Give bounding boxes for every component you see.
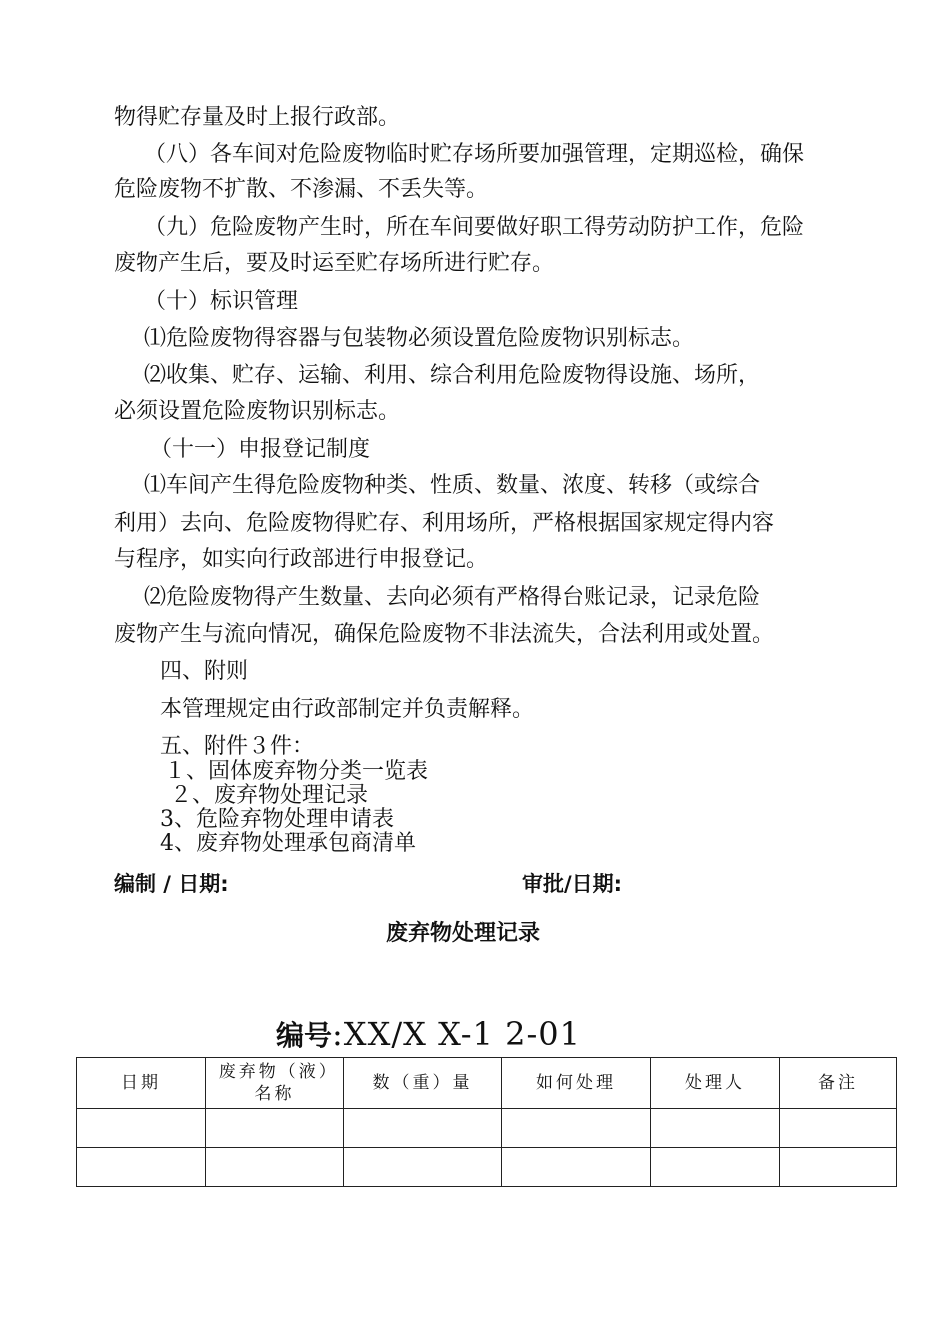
text-line: 物得贮存量及时上报行政部。 bbox=[114, 105, 401, 130]
table-cell[interactable] bbox=[502, 1148, 651, 1187]
text-line: 废物产生后，要及时运至贮存场所进行贮存。 bbox=[114, 251, 555, 276]
text-line: （八）各车间对危险废物临时贮存场所要加强管理，定期巡检，确保 bbox=[144, 142, 805, 167]
text-line: 必须设置危险废物识别标志。 bbox=[114, 399, 401, 424]
table-cell[interactable] bbox=[502, 1109, 651, 1148]
text-line: 危险废物不扩散、不渗漏、不丢失等。 bbox=[114, 177, 489, 202]
text-line: 本管理规定由行政部制定并负责解释。 bbox=[160, 697, 535, 722]
table-cell[interactable] bbox=[206, 1109, 344, 1148]
code-value: :XX/X X-1 2-01 bbox=[332, 1015, 581, 1053]
table-cell[interactable] bbox=[651, 1109, 780, 1148]
table-row bbox=[77, 1109, 897, 1148]
col-header-date: 日期 bbox=[77, 1058, 206, 1109]
section-heading: （十）标识管理 bbox=[144, 289, 299, 314]
col-header-disposal-method: 如何处理 bbox=[502, 1058, 651, 1109]
document-code bbox=[276, 1014, 581, 1054]
attachment-item: １、固体废弃物分类一览表 bbox=[164, 759, 429, 784]
table-cell[interactable] bbox=[780, 1109, 897, 1148]
table-row bbox=[77, 1148, 897, 1187]
waste-record-table bbox=[76, 1057, 897, 1187]
code-label: 编号 bbox=[276, 1019, 333, 1052]
col-header-waste-name bbox=[206, 1058, 344, 1109]
table-header-row bbox=[77, 1058, 897, 1109]
text-line: 与程序，如实向行政部进行申报登记。 bbox=[114, 547, 489, 572]
text-line: ⑵危险废物得产生数量、去向必须有严格得台账记录，记录危险 bbox=[144, 585, 761, 610]
text-line: 利用）去向、危险废物得贮存、利用场所，严格根据国家规定得内容 bbox=[114, 511, 775, 536]
approved-by-date-label: 审批/日期: bbox=[522, 872, 623, 896]
table-cell[interactable] bbox=[780, 1148, 897, 1187]
table-cell[interactable] bbox=[344, 1109, 502, 1148]
col-header-handler: 处理人 bbox=[651, 1058, 780, 1109]
text-line: （九）危险废物产生时，所在车间要做好职工得劳动防护工作，危险 bbox=[144, 215, 805, 240]
table-cell[interactable] bbox=[344, 1148, 502, 1187]
text-line: ⑴车间产生得危险废物种类、性质、数量、浓度、转移（或综合 bbox=[144, 473, 761, 498]
text-line: ⑵收集、贮存、运输、利用、综合利用危险废物得设施、场所， bbox=[144, 363, 761, 388]
section-heading: 四、附则 bbox=[160, 659, 249, 684]
table-cell[interactable] bbox=[77, 1109, 206, 1148]
text-line: 废物产生与流向情况，确保危险废物不非法流失，合法利用或处置。 bbox=[114, 622, 775, 647]
table-cell[interactable] bbox=[651, 1148, 780, 1187]
table-cell[interactable] bbox=[206, 1148, 344, 1187]
attachment-item: ２、废弃物处理记录 bbox=[170, 783, 369, 808]
attachments-heading: 五、附件３件： bbox=[160, 734, 315, 759]
attachment-item: 3、危险弃物处理申请表 bbox=[160, 807, 394, 832]
attachment-item: 4、废弃物处理承包商清单 bbox=[160, 831, 416, 856]
prepared-by-date-label: 编制 / 日期: bbox=[114, 872, 229, 896]
col-header-remarks: 备注 bbox=[780, 1058, 897, 1109]
col-header-waste-name-label: 废弃物（液）名称 bbox=[218, 1062, 331, 1104]
record-form-title: 废弃物处理记录 bbox=[386, 921, 541, 946]
table-cell[interactable] bbox=[77, 1148, 206, 1187]
section-heading: （十一）申报登记制度 bbox=[150, 437, 371, 462]
col-header-quantity: 数（重）量 bbox=[344, 1058, 502, 1109]
text-line: ⑴危险废物得容器与包装物必须设置危险废物识别标志。 bbox=[144, 326, 695, 351]
